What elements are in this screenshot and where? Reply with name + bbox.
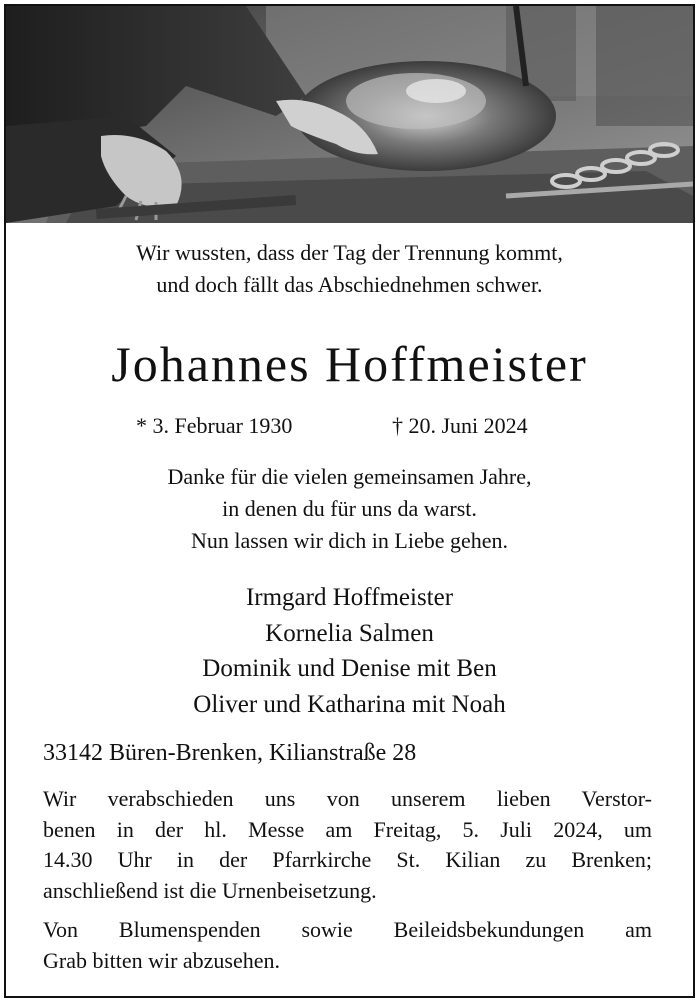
service-line: 14.30 Uhr in der Pfarrkirche St. Kilian zu Brenken; — [43, 847, 652, 872]
obituary-frame — [4, 4, 695, 998]
family-address: 33142 Büren-Brenken, Kilianstraße 28 — [43, 740, 417, 766]
thanks-line: Nun lassen wir dich in Liebe gehen. — [190, 528, 509, 553]
verse — [6, 237, 693, 301]
mourner-name: Oliver und Katharina mit Noah — [193, 690, 506, 718]
flowers-line: Grab bitten wir abzusehen. — [43, 947, 281, 973]
deceased-name: Johannes Hoffmeister — [111, 336, 588, 392]
death-date: † 20. Juni 2024 — [392, 413, 528, 438]
service-line: anschließend ist die Urnenbeisetzung. — [43, 877, 377, 903]
mourner-name: Irmgard Hoffmeister — [245, 584, 454, 611]
mourner-name: Kornelia Salmen — [265, 619, 434, 647]
flowers-notice — [43, 915, 652, 976]
thanks-text — [6, 461, 693, 557]
blacksmith-photo-illustration — [6, 6, 693, 223]
thanks-line: Danke für die vielen gemeinsamen Jahre, — [167, 464, 532, 489]
flowers-line: Von Blumenspenden sowie Beileidsbekundungen am — [43, 917, 652, 942]
service-line: Wir verabschieden uns von unserem lieben Verstor- — [43, 786, 652, 811]
verse-line: und doch fällt das Abschiednehmen schwer. — [156, 272, 543, 297]
birth-date: * 3. Februar 1930 — [136, 413, 293, 438]
service-line: benen in der hl. Messe am Freitag, 5. Juli 2024, um — [43, 816, 652, 842]
service-notice — [43, 784, 652, 906]
thanks-line: in denen du für uns da warst. — [222, 496, 477, 521]
mourner-name: Dominik und Denise mit Ben — [202, 655, 497, 682]
memorial-photo — [6, 6, 693, 223]
mourners-list — [6, 580, 693, 722]
verse-line: Wir wussten, dass der Tag der Trennung kommt, — [136, 240, 563, 265]
